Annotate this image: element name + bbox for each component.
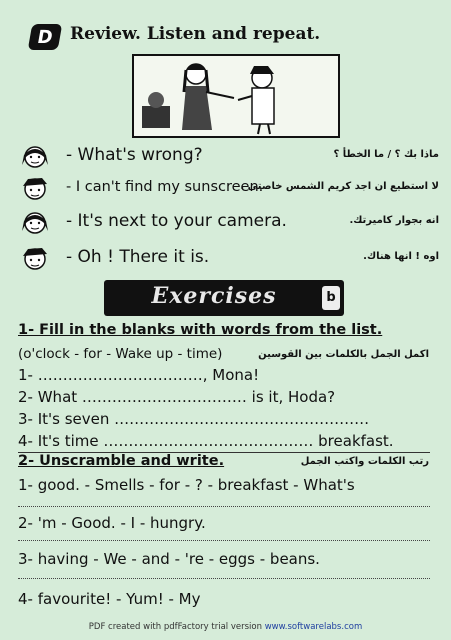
exercise-2-heading: 2- Unscramble and write.: [18, 453, 225, 469]
boy-face-icon: [18, 245, 52, 271]
exercise-2-item: 2- 'm - Good. - I - hungry.: [18, 514, 206, 532]
exercises-banner: [104, 280, 344, 316]
exercise-2-item: 3- having - We - and - 're - eggs - beans.: [18, 550, 320, 568]
footer-link[interactable]: www.softwarelabs.com: [264, 622, 363, 632]
girl-face-icon: [18, 209, 52, 235]
dialogue-arabic: ماذا بك ؟ / ما الخطأ ؟: [333, 149, 439, 160]
dialogue-english: - What's wrong?: [66, 145, 203, 165]
answer-line: [18, 540, 430, 541]
exercises-banner-label: Exercises: [151, 283, 277, 309]
dialogue-english: - It's next to your camera.: [66, 211, 287, 231]
dialogue-english: - Oh ! There it is.: [66, 247, 210, 267]
girl-face-icon: [18, 143, 52, 169]
exercise-1-arabic-note: اكمل الجمل بالكلمات بين القوسين: [258, 349, 429, 360]
dialogue-line: [18, 175, 443, 203]
boy-face-icon: [18, 175, 52, 201]
dialogue-arabic: اوه ! انها هناك.: [363, 251, 439, 262]
answer-line: [18, 578, 430, 579]
exercise-1-item: 2- What …………………………… is it, Hoda?: [18, 388, 336, 406]
exercise-2-arabic-note: رتب الكلمات واكتب الجمل: [300, 456, 429, 467]
exercise-1-heading: 1- Fill in the blanks with words from the list.: [18, 322, 383, 338]
answer-line: [18, 506, 430, 507]
dialogue-line: [18, 209, 443, 237]
exercise-1-word-list: (o'clock - for - Wake up - time): [18, 346, 223, 362]
exercise-1-item: 1- ……………………………, Mona!: [18, 366, 260, 384]
exercise-1-item: 3- It's seven ……………………………………………: [18, 410, 370, 428]
dialogue-english: - I can't find my sunscreen.: [66, 179, 264, 195]
page-title: Review. Listen and repeat.: [70, 24, 321, 44]
dialogue-line: [18, 143, 443, 171]
exercises-banner-tag: b: [322, 286, 340, 310]
dialogue-line: [18, 245, 443, 273]
exercise-2-item: 4- favourite! - Yum! - My: [18, 590, 201, 608]
exercise-2-item: 1- good. - Smells - for - ? - breakfast - What's: [18, 476, 355, 494]
section-badge: D: [28, 24, 63, 50]
footer-text: PDF created with pdfFactory trial version: [88, 622, 265, 632]
dialogue-arabic: انه بجوار كاميرتك.: [349, 215, 439, 226]
dialogue-arabic: لا استطيع ان اجد كريم الشمس خاصتى .: [240, 181, 439, 192]
exercise-1-item: 4- It's time …………………………………… breakfast.: [18, 432, 394, 450]
footer: [0, 622, 451, 632]
dialogue-illustration: [132, 54, 340, 138]
